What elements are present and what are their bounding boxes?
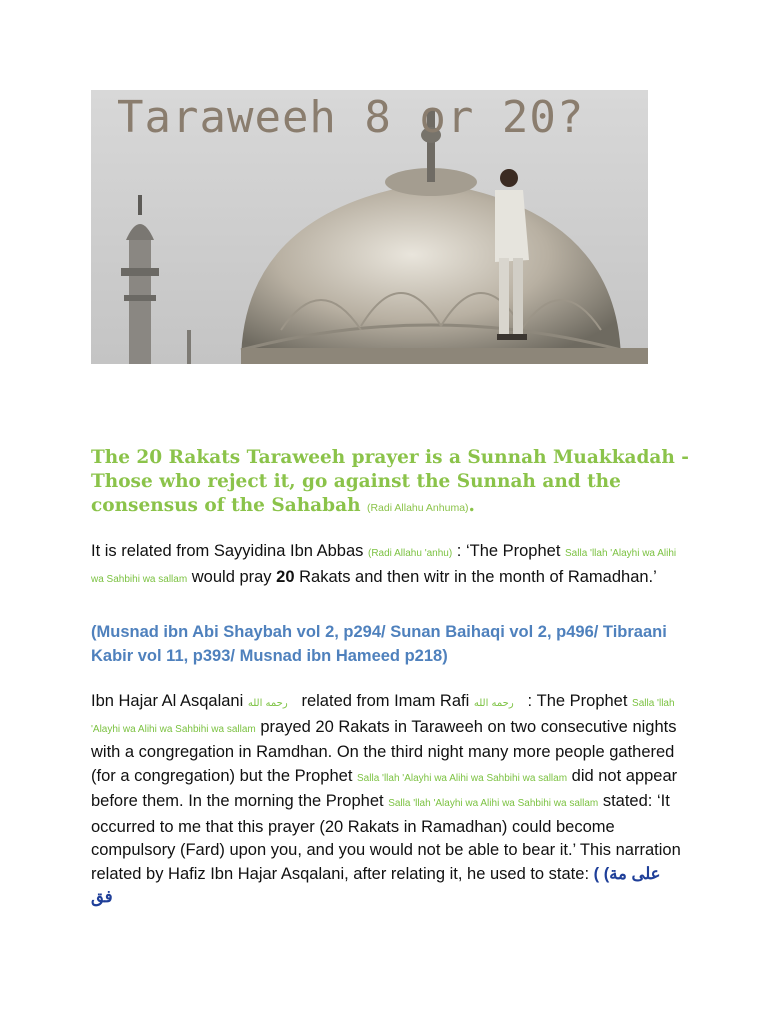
headline-text: The 20 Rakats Taraweeh prayer is a Sunnah Muakkadah - Those who reject it, go against the Sunnah and the consensus of the Sahabah: [91, 447, 689, 516]
honorific-salla-llah-1: Salla 'llah 'Alayhi wa Alihi wa Sahbihi wa sallam: [91, 698, 675, 735]
honorific-rahimahullah-2: رحمه الله: [473, 698, 514, 709]
para2-text-1: Ibn Hajar Al Asqalani: [91, 692, 244, 710]
banner-title: Taraweeh 8 or 20?: [117, 92, 585, 143]
paragraph-ibn-abbas: [91, 540, 681, 591]
headline: [91, 446, 691, 520]
honorific-salla-llah-3: Salla 'llah 'Alayhi wa Alihi wa Sahbihi wa sallam: [388, 798, 599, 809]
para2-text-3: : The Prophet: [527, 692, 628, 710]
paragraph-ibn-hajar: [91, 690, 681, 910]
para1-text-4: Rakats and then witr in the month of Ramadhan.’: [299, 567, 657, 586]
para2-text-5: did not appear before them. In the morning the Prophet: [91, 766, 678, 810]
para1-number: 20: [276, 567, 295, 586]
honorific-salla-llah-2: Salla 'llah 'Alayhi wa Alihi wa Sahbihi wa sallam: [357, 772, 568, 784]
arabic-reference: ( (على مة فق: [91, 864, 661, 906]
para1-text-1: It is related from Sayyidina Ibn Abbas: [91, 542, 364, 560]
reference-citation: (Musnad ibn Abi Shaybah vol 2, p294/ Sunan Baihaqi vol 2, p496/ Tibraani Kabir vol 11, p393/ Musnad ibn Hameed p218): [91, 623, 667, 665]
banner-image: [91, 90, 648, 364]
para1-text-3: would pray: [191, 567, 272, 586]
honorific-rahimahullah-1: رحمه الله: [247, 698, 288, 709]
para2-text-6: stated: ‘It occurred to me that this prayer (20 Rakats in Ramadhan) could become compulsory (Fard) upon you, and you would not be able to bear it.’ This narration related by Hafiz Ibn Hajar Asqalani, after relating it, he used to state:: [91, 792, 681, 883]
para2-text-2: related from Imam Rafi: [301, 692, 470, 710]
honorific-radi-allahu-anhu: (Radi Allahu 'anhu): [368, 548, 453, 559]
para1-text-2: : ‘The Prophet: [456, 542, 561, 560]
para2-text-4: prayed 20 Rakats in Taraweeh on two consecutive nights with a congregation in Ramdhan. On the third night many more people gathered (for a congregation) but the Prophet: [91, 717, 677, 785]
headline-end: .: [468, 495, 475, 516]
headline-honorific: (Radi Allahu Anhuma): [366, 502, 469, 514]
honorific-salla-llah: Salla 'llah 'Alayhi wa Alihi wa Sahbihi wa sallam: [91, 548, 677, 585]
